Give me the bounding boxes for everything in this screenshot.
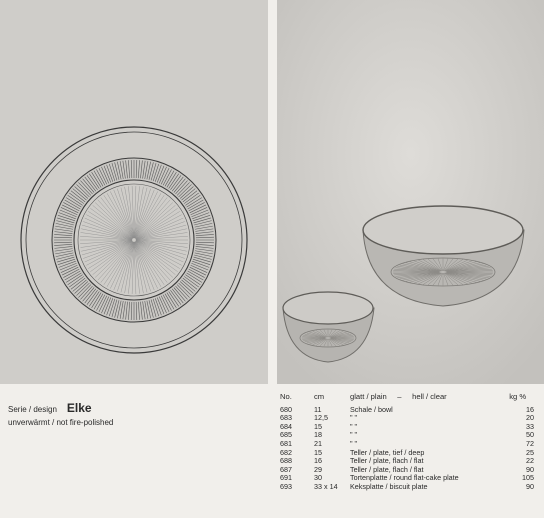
header-no: No. [280,392,292,401]
header-description [350,393,509,406]
cell-description: Teller / plate, flach / flat [350,456,424,466]
bowls-photo-panel [277,0,544,384]
cell-description: Tortenplatte / round flat-cake plate [350,473,459,483]
plate-illustration-panel [0,0,268,384]
cell-kg: 90 [526,464,534,474]
cell-cm: 15 [314,447,322,457]
cell-no: 687 [280,464,292,474]
cell-kg: 25 [526,447,534,457]
catalog-table [280,393,534,492]
series-name: Elke [66,401,92,415]
cell-kg: 16 [526,404,534,414]
cell-kg: 22 [526,456,534,466]
series-label: Serie / design [8,405,57,414]
cell-kg: 90 [526,481,534,491]
cell-no: 680 [280,404,292,414]
cell-no: 684 [280,421,292,431]
series-heading [8,402,113,416]
cell-description: " " [350,430,358,440]
cell-kg: 50 [526,430,534,440]
header-dash: – [397,392,402,401]
cell-no: 693 [280,481,292,491]
cell-cm: 18 [314,430,322,440]
cell-cm: 12,5 [314,413,328,423]
cell-cm: 29 [314,464,322,474]
table-row [280,483,534,492]
header-cm: cm [314,392,325,401]
cell-kg: 33 [526,421,534,431]
header-clear: hell / clear [412,392,447,401]
bowls-photo [277,0,544,384]
cell-description: Schale / bowl [350,404,393,414]
cell-no: 691 [280,473,292,483]
cell-description: Teller / plate, tief / deep [350,447,425,457]
cell-description: " " [350,438,358,448]
cell-no: 682 [280,447,292,457]
cell-cm: 16 [314,456,322,466]
cell-cm: 21 [314,438,322,448]
cell-cm: 30 [314,473,322,483]
cell-description: Keksplatte / biscuit plate [350,481,428,491]
table-header-row [280,393,534,406]
cell-no: 683 [280,413,292,423]
catalog-body [280,406,534,492]
plate-drawing [0,0,268,384]
cell-kg: 20 [526,413,534,423]
cell-description: Teller / plate, flach / flat [350,464,424,474]
header-plain: glatt / plain [350,392,387,401]
cell-no: 688 [280,456,292,466]
cell-description: " " [350,421,358,431]
cell-description: " " [350,413,358,423]
cell-cm: 11 [314,404,322,414]
cell-kg: 105 [522,473,534,483]
cell-no: 681 [280,438,292,448]
cell-cm: 33 x 14 [314,481,338,491]
series-finish: unverwärmt / not fire-polished [8,418,114,427]
series-caption [8,402,113,429]
header-kg: kg % [509,392,527,401]
cell-kg: 72 [526,438,534,448]
cell-no: 685 [280,430,292,440]
cell-cm: 15 [314,421,322,431]
